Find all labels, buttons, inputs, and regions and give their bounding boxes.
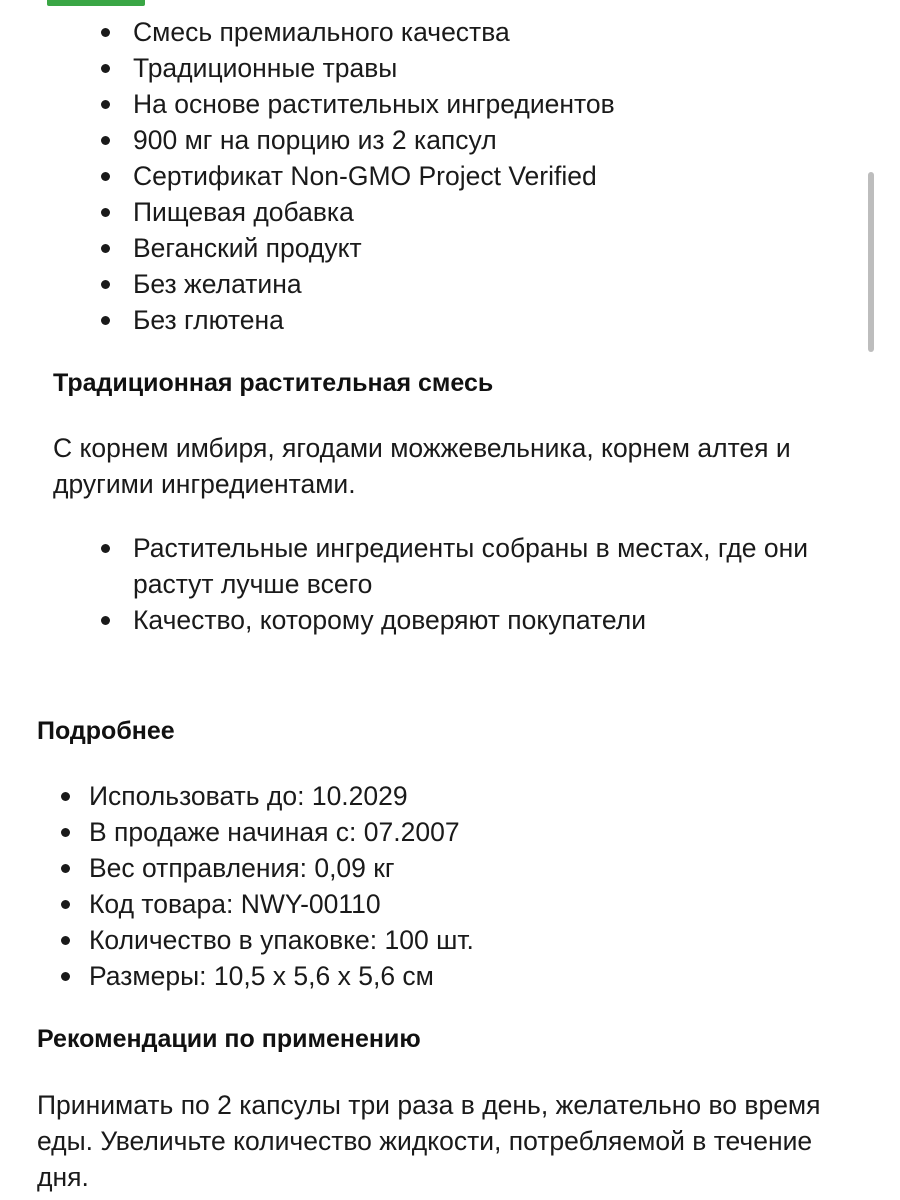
list-item	[133, 86, 853, 122]
list-item	[133, 302, 853, 338]
bullet-icon	[101, 136, 110, 145]
list-item-text: Без желатина	[133, 269, 302, 299]
list-item-text: Без глютена	[133, 305, 284, 335]
bullet-icon	[61, 936, 70, 945]
bullet-icon	[101, 280, 110, 289]
bullet-icon	[101, 172, 110, 181]
list-item-text: Пищевая добавка	[133, 197, 354, 227]
list-item	[133, 230, 853, 266]
blend-description: С корнем имбиря, ягодами можжевельника, корнем алтея и другими ингредиентами.	[53, 433, 791, 499]
list-item	[133, 14, 853, 50]
list-item-text: 900 мг на порцию из 2 капсул	[133, 125, 497, 155]
list-item-text: Качество, которому доверяют покупатели	[133, 605, 646, 635]
list-item-text: В продаже начиная с: 07.2007	[89, 817, 460, 847]
list-item-text: Использовать до: 10.2029	[89, 781, 408, 811]
scrollbar-thumb[interactable]	[868, 172, 874, 352]
bullet-icon	[101, 100, 110, 109]
bullet-icon	[101, 64, 110, 73]
bullet-icon	[61, 864, 70, 873]
list-item-text: На основе растительных ингредиентов	[133, 89, 615, 119]
bullet-icon	[101, 28, 110, 37]
accent-tab-indicator	[47, 0, 145, 6]
section-heading-blend: Традиционная растительная смесь	[53, 369, 494, 397]
details-list	[89, 778, 809, 994]
section-heading-details: Подробнее	[37, 717, 175, 745]
list-item	[133, 158, 853, 194]
list-item-text: Код товара: NWY-00110	[89, 889, 381, 919]
list-item	[89, 814, 809, 850]
bullet-icon	[61, 972, 70, 981]
features-list	[133, 14, 853, 338]
list-item-text: Сертификат Non-GMO Project Verified	[133, 161, 597, 191]
list-item	[133, 530, 833, 602]
section-heading-usage: Рекомендации по применению	[37, 1025, 421, 1053]
list-item-text: Смесь премиального качества	[133, 17, 510, 47]
bullet-icon	[61, 900, 70, 909]
list-item-text: Вес отправления: 0,09 кг	[89, 853, 395, 883]
list-item	[133, 602, 833, 638]
bullet-icon	[61, 828, 70, 837]
list-item	[89, 778, 809, 814]
list-item	[89, 886, 809, 922]
list-item-text: Размеры: 10,5 x 5,6 x 5,6 см	[89, 961, 434, 991]
list-item-text: Традиционные травы	[133, 53, 398, 83]
list-item	[133, 266, 853, 302]
bullet-icon	[101, 544, 110, 553]
list-item-text: Растительные ингредиенты собраны в местах, где они растут лучше всего	[133, 533, 809, 599]
list-item	[133, 122, 853, 158]
list-item	[89, 958, 809, 994]
list-item	[89, 922, 809, 958]
blend-list	[133, 530, 833, 638]
list-item	[89, 850, 809, 886]
bullet-icon	[61, 792, 70, 801]
list-item-text: Веганский продукт	[133, 233, 362, 263]
bullet-icon	[101, 616, 110, 625]
list-item	[133, 50, 853, 86]
list-item	[133, 194, 853, 230]
bullet-icon	[101, 208, 110, 217]
usage-description: Принимать по 2 капсулы три раза в день, желательно во время еды. Увеличьте количество жидкости, потребляемой в течение дня.	[37, 1090, 821, 1192]
bullet-icon	[101, 316, 110, 325]
bullet-icon	[101, 244, 110, 253]
list-item-text: Количество в упаковке: 100 шт.	[89, 925, 474, 955]
